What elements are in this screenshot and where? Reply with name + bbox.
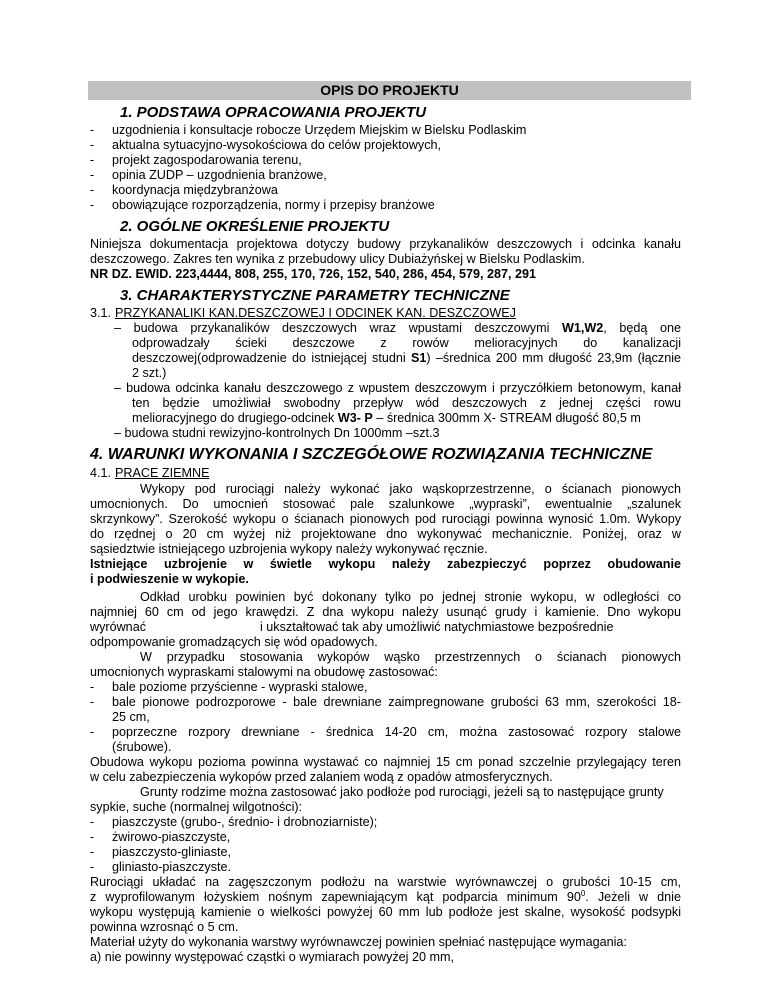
paragraph-line: deszczowej(odprowadzenie do istniejącej studni S1) –średnica 200 mm długość 23,9m (łącznie xyxy=(132,351,682,365)
paragraph-line: Wykopy pod rurociągi należy wykonać jako wąskoprzestrzenne, o ścianach pionowych xyxy=(140,482,681,496)
bullet: - xyxy=(90,815,95,829)
paragraph-line: melioracyjnego do drugiego-odcinek W3- P – średnica 300mm X- STREAM długość 80,5 m xyxy=(132,411,641,425)
paragraph-line: 2 szt.) xyxy=(132,366,167,380)
paragraph-line: odprowadzały ścieki deszczowe z rowów melioracyjnych do kanalizacji xyxy=(132,336,681,350)
subsection-number: 4.1. xyxy=(90,466,112,480)
list-item: projekt zagospodarowania terenu, xyxy=(112,153,302,167)
paragraph-line: sąsiedztwie istniejącego uzbrojenia wykopy należy wykonywać ręcznie. xyxy=(90,542,488,556)
paragraph-line: Niniejsza dokumentacja projektowa dotyczy budowy przykanalików deszczowych i odcinka kanału xyxy=(90,237,681,251)
list-item: 25 cm, xyxy=(112,710,150,724)
paragraph-line: Grunty rodzime można zastosować jako podłoże pod rurociągi, jeżeli są to następujące grunty xyxy=(140,785,664,799)
paragraph-line: skrzynkowy”. Szerokość wykopu o ścianach pionowych pod rurociągi powinna wynosić 1.0m. Wykopy xyxy=(90,512,681,526)
bullet: - xyxy=(90,830,95,844)
bullet: - xyxy=(90,695,95,709)
paragraph-line: – budowa studni rewizyjno-kontrolnych Dn 1000mm –szt.3 xyxy=(114,426,440,440)
subsection-number: 3.1. xyxy=(90,306,112,320)
bullet: - xyxy=(90,138,95,152)
paragraph-line: Obudowa wykopu pozioma powinna wystawać co najmniej 15 cm ponad szczelnie przylegający teren xyxy=(90,755,681,769)
list-item: aktualna sytuacyjno-wysokościowa do celów projektowych, xyxy=(112,138,441,152)
paragraph-line: i ukształtować tak aby umożliwić natychmiastowe bezpośrednie xyxy=(260,620,614,634)
paragraph-line: powinna wzrosnąć o 5 cm. xyxy=(90,920,239,934)
subsection-title: PRZYKANALIKI KAN.DESZCZOWEJ I ODCINEK KAN. DESZCZOWEJ xyxy=(115,306,516,320)
paragraph-line: – budowa przykanalików deszczowych wraz wpustami deszczowymi W1,W2, będą one xyxy=(114,321,681,335)
title-banner xyxy=(88,81,691,100)
section-1-heading: 1. PODSTAWA OPRACOWANIA PROJEKTU xyxy=(120,104,427,121)
list-item: opinia ZUDP – uzgodnienia branżowe, xyxy=(112,168,327,182)
bullet: - xyxy=(90,860,95,874)
list-item: gliniasto-piaszczyste. xyxy=(112,860,231,874)
paragraph-line: odpompowanie gromadzących się wód opadowych. xyxy=(90,635,378,649)
bullet: - xyxy=(90,183,95,197)
paragraph-line: Rurociągi układać na zagęszczonym podłożu na warstwie wyrównawczej o grubości 10-15 cm, xyxy=(90,875,681,889)
bullet: - xyxy=(90,680,95,694)
paragraph-line: i podwieszenie w wykopie. xyxy=(90,572,249,586)
list-item: piaszczyste (grubo-, średnio- i drobnoziarniste); xyxy=(112,815,378,829)
parcel-numbers: NR DZ. EWID. 223,4444, 808, 255, 170, 726, 152, 540, 286, 454, 579, 287, 291 xyxy=(90,267,536,281)
paragraph-line: Istniejące uzbrojenie w świetle wykopu należy zabezpieczyć poprzez obudowanie xyxy=(90,557,681,571)
paragraph-line: W przypadku stosowania wykopów wąsko przestrzennych o ścianach pionowych xyxy=(140,650,681,664)
list-item: koordynacja międzybranżowa xyxy=(112,183,278,197)
paragraph-line: ten będzie umożliwiał swobodny przepływ wód deszczowych z jednej części rowu xyxy=(132,396,681,410)
subsection-title: PRACE ZIEMNE xyxy=(115,466,210,480)
bullet: - xyxy=(90,168,95,182)
paragraph-line: najmniej 60 cm od jego krawędzi. Z dna wykopu należy usunąć grudy i kamienie. Dno wykopu xyxy=(90,605,681,619)
paragraph-line: do rzędnej o 20 cm wyżej niż projektowane dno wykonywać mechanicznie. Poniżej, oraz w xyxy=(90,527,681,541)
paragraph-line: Materiał użyty do wykonania warstwy wyrównawczej powinien spełniać następujące wymagania: xyxy=(90,935,627,949)
list-item: obowiązujące rozporządzenia, normy i przepisy branżowe xyxy=(112,198,435,212)
list-item: (śrubowe). xyxy=(112,740,172,754)
paragraph-line: wykopu występują kamienie o wielkości powyżej 60 mm lub podłoże jest skalne, wysokość podsypki xyxy=(90,905,681,919)
paragraph-line: wyrównać xyxy=(90,620,146,634)
paragraph-line: z wyprofilowanym łożyskiem nośnym zapewniającym kąt podparcia minimum $90^0$. Jeżeli w dnie xyxy=(90,888,681,904)
paragraph-line: umocnionych. Do umocnień stosować pale szalunkowe „wypraski”, ewentualnie „szalunek xyxy=(90,497,681,511)
paragraph-line: sypkie, suche (normalnej wilgotności): xyxy=(90,800,303,814)
list-item: bale pionowe podrozporowe - bale drewniane zaimpregnowane grubości 63 mm, szerokości 18- xyxy=(112,695,681,709)
list-item: poprzeczne rozpory drewniane - średnica 14-20 cm, można zastosować rozpory stalowe xyxy=(112,725,681,739)
list-item: piaszczysto-gliniaste, xyxy=(112,845,231,859)
bullet: - xyxy=(90,153,95,167)
paragraph-line: w celu zabezpieczenia wykopów przed zalaniem wodą z opadów atmosferycznych. xyxy=(90,770,553,784)
paragraph-line: umocnionych wypraskami stalowymi na obudowę zastosować: xyxy=(90,665,438,679)
list-item: bale poziome przyścienne - wypraski stalowe, xyxy=(112,680,368,694)
document-title: OPIS DO PROJEKTU xyxy=(320,82,459,98)
list-item: żwirowo-piaszczyste, xyxy=(112,830,231,844)
paragraph-line: – budowa odcinka kanału deszczowego z wpustem deszczowym i przyczółkiem betonowym, kanał xyxy=(114,381,681,395)
paragraph-line: Odkład urobku powinien być dokonany tylko po jednej stronie wykopu, w odległości co xyxy=(140,590,681,604)
bullet: - xyxy=(90,725,95,739)
list-item: uzgodnienia i konsultacje robocze Urzędem Miejskim w Bielsku Podlaskim xyxy=(112,123,527,137)
section-4-heading: 4. WARUNKI WYKONANIA I SZCZEGÓŁOWE ROZWIĄZANIA TECHNICZNE xyxy=(90,446,653,463)
paragraph-line: deszczowego. Zakres ten wynika z przebudowy ulicy Dubiażyńskej w Bielsku Podlaskim. xyxy=(90,252,585,266)
bullet: - xyxy=(90,123,95,137)
bullet: - xyxy=(90,198,95,212)
section-2-heading: 2. OGÓLNE OKREŚLENIE PROJEKTU xyxy=(120,218,390,235)
list-item: a) nie powinny występować cząstki o wymiarach powyżej 20 mm, xyxy=(90,950,454,964)
bullet: - xyxy=(90,845,95,859)
section-3-heading: 3. CHARAKTERYSTYCZNE PARAMETRY TECHNICZNE xyxy=(120,287,510,304)
